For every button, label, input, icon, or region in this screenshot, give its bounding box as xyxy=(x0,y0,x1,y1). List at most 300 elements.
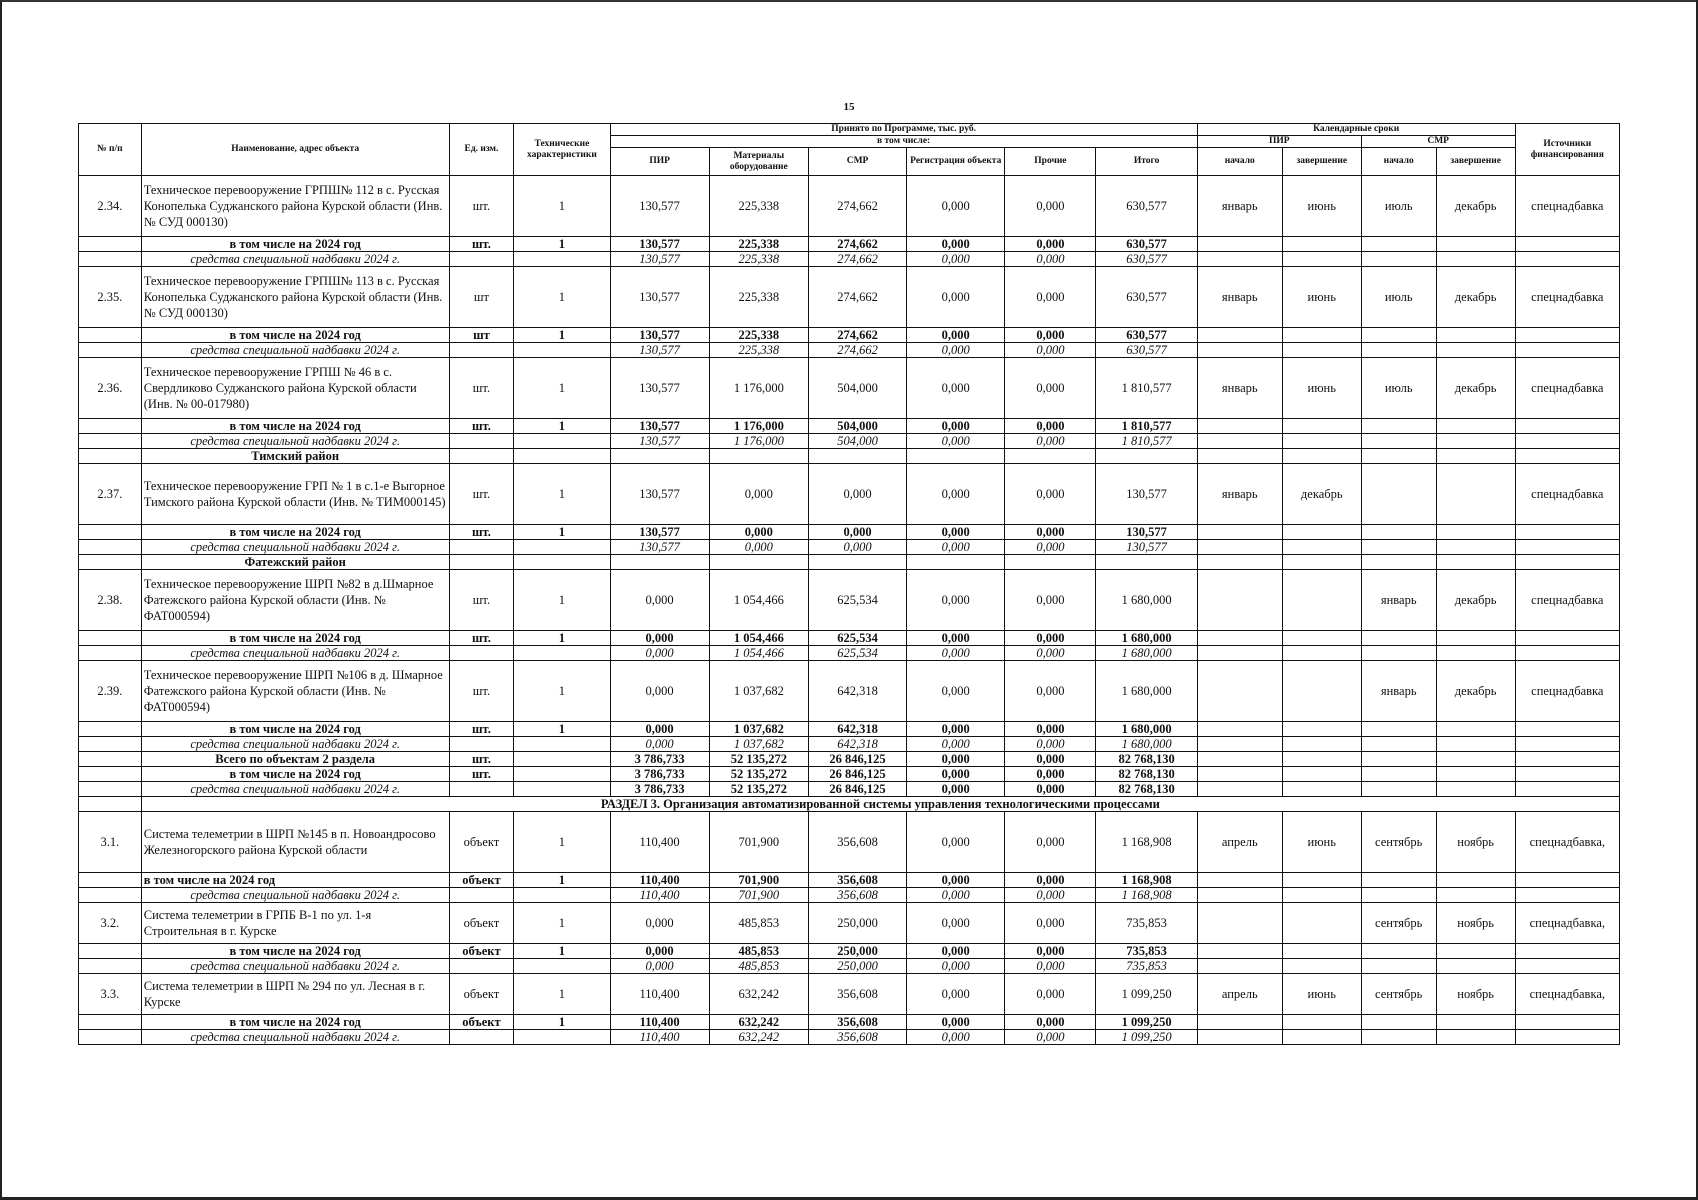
value-pir: 3 786,733 xyxy=(610,767,709,782)
value-pir: 110,400 xyxy=(610,888,709,903)
value-reg: 0,000 xyxy=(907,237,1005,252)
value-reg: 0,000 xyxy=(907,525,1005,540)
smr-start xyxy=(1361,782,1436,797)
value-oth: 0,000 xyxy=(1005,176,1096,237)
col-materials: Материалы оборудование xyxy=(709,148,808,176)
empty-cell xyxy=(610,555,709,570)
unit-cell xyxy=(449,959,514,974)
unit-cell: шт. xyxy=(449,661,514,722)
unit-cell: шт. xyxy=(449,631,514,646)
value-tot: 630,577 xyxy=(1096,343,1197,358)
value-mat: 225,338 xyxy=(709,343,808,358)
object-name: Система телеметрии в ГРПБ В-1 по ул. 1-я Строительная в г. Курске xyxy=(141,903,449,944)
smr-start: январь xyxy=(1361,661,1436,722)
smr-end: ноябрь xyxy=(1436,903,1515,944)
tech-cell: 1 xyxy=(514,903,610,944)
funding-source xyxy=(1515,525,1619,540)
value-tot: 82 768,130 xyxy=(1096,767,1197,782)
value-smr: 0,000 xyxy=(808,525,906,540)
value-smr: 642,318 xyxy=(808,661,906,722)
value-smr: 356,608 xyxy=(808,1030,906,1045)
pir-end xyxy=(1282,525,1361,540)
value-smr: 26 846,125 xyxy=(808,752,906,767)
smr-end: декабрь xyxy=(1436,570,1515,631)
tech-cell: 1 xyxy=(514,974,610,1015)
value-pir: 130,577 xyxy=(610,419,709,434)
value-tot: 1 099,250 xyxy=(1096,1030,1197,1045)
value-pir: 3 786,733 xyxy=(610,782,709,797)
value-reg: 0,000 xyxy=(907,1030,1005,1045)
col-total: Итого xyxy=(1096,148,1197,176)
page-number: 15 xyxy=(843,101,855,113)
value-reg: 0,000 xyxy=(907,944,1005,959)
table-row xyxy=(79,974,1620,1015)
value-oth: 0,000 xyxy=(1005,252,1096,267)
pir-start xyxy=(1197,737,1282,752)
object-name: Всего по объектам 2 раздела xyxy=(141,752,449,767)
table-row xyxy=(79,570,1620,631)
smr-end xyxy=(1436,959,1515,974)
value-pir: 110,400 xyxy=(610,1030,709,1045)
empty-cell xyxy=(514,555,610,570)
value-tot: 1 810,577 xyxy=(1096,419,1197,434)
smr-end: декабрь xyxy=(1436,661,1515,722)
value-oth: 0,000 xyxy=(1005,888,1096,903)
special-funds-row xyxy=(79,737,1620,752)
funding-source xyxy=(1515,1015,1619,1030)
smr-start xyxy=(1361,873,1436,888)
empty-cell xyxy=(808,449,906,464)
subtotal-row xyxy=(79,631,1620,646)
funding-source xyxy=(1515,944,1619,959)
special-funds-row xyxy=(79,646,1620,661)
pir-start xyxy=(1197,888,1282,903)
value-pir: 0,000 xyxy=(610,959,709,974)
tech-cell xyxy=(514,782,610,797)
unit-cell xyxy=(449,646,514,661)
smr-end xyxy=(1436,343,1515,358)
unit-cell: шт. xyxy=(449,722,514,737)
empty-cell xyxy=(709,555,808,570)
col-registration: Регистрация объекта xyxy=(907,148,1005,176)
col-calendar: Календарные сроки xyxy=(1197,124,1515,136)
scan-edge-top xyxy=(0,0,1698,2)
value-oth: 0,000 xyxy=(1005,328,1096,343)
value-tot: 1 099,250 xyxy=(1096,974,1197,1015)
smr-end xyxy=(1436,525,1515,540)
value-mat: 1 037,682 xyxy=(709,737,808,752)
empty-cell xyxy=(1096,555,1197,570)
value-mat: 0,000 xyxy=(709,540,808,555)
pir-end xyxy=(1282,959,1361,974)
col-sources: Источники финансирования xyxy=(1515,124,1619,176)
value-smr: 274,662 xyxy=(808,237,906,252)
pir-start xyxy=(1197,1015,1282,1030)
value-oth: 0,000 xyxy=(1005,267,1096,328)
value-reg: 0,000 xyxy=(907,540,1005,555)
smr-start xyxy=(1361,525,1436,540)
object-name: Система телеметрии в ШРП №145 в п. Новоандросово Железногорского района Курской области xyxy=(141,812,449,873)
unit-cell xyxy=(449,540,514,555)
unit-cell: шт. xyxy=(449,237,514,252)
value-reg: 0,000 xyxy=(907,252,1005,267)
value-reg: 0,000 xyxy=(907,1015,1005,1030)
tech-cell: 1 xyxy=(514,358,610,419)
value-oth: 0,000 xyxy=(1005,737,1096,752)
pir-end xyxy=(1282,767,1361,782)
smr-end: ноябрь xyxy=(1436,812,1515,873)
special-funds-row xyxy=(79,252,1620,267)
pir-start xyxy=(1197,434,1282,449)
funding-source: спецнадбавка xyxy=(1515,661,1619,722)
value-tot: 1 680,000 xyxy=(1096,631,1197,646)
col-cal-pir: ПИР xyxy=(1197,136,1361,148)
value-mat: 1 037,682 xyxy=(709,661,808,722)
value-tot: 82 768,130 xyxy=(1096,782,1197,797)
table-row xyxy=(79,464,1620,525)
value-mat: 701,900 xyxy=(709,812,808,873)
pir-start: январь xyxy=(1197,464,1282,525)
value-tot: 1 168,908 xyxy=(1096,888,1197,903)
tech-cell: 1 xyxy=(514,267,610,328)
col-accepted: Принято по Программе, тыс. руб. xyxy=(610,124,1197,136)
pir-start xyxy=(1197,722,1282,737)
value-oth: 0,000 xyxy=(1005,540,1096,555)
value-smr: 356,608 xyxy=(808,873,906,888)
value-mat: 632,242 xyxy=(709,1030,808,1045)
value-reg: 0,000 xyxy=(907,176,1005,237)
value-oth: 0,000 xyxy=(1005,782,1096,797)
value-mat: 1 037,682 xyxy=(709,722,808,737)
pir-start: апрель xyxy=(1197,812,1282,873)
tech-cell: 1 xyxy=(514,631,610,646)
pir-start xyxy=(1197,873,1282,888)
funding-source xyxy=(1515,631,1619,646)
empty-cell xyxy=(1005,555,1096,570)
value-mat: 1 054,466 xyxy=(709,631,808,646)
value-pir: 130,577 xyxy=(610,237,709,252)
value-reg: 0,000 xyxy=(907,358,1005,419)
empty-cell xyxy=(907,555,1005,570)
value-pir: 130,577 xyxy=(610,434,709,449)
funding-source xyxy=(1515,767,1619,782)
value-smr: 356,608 xyxy=(808,974,906,1015)
funding-source xyxy=(1515,752,1619,767)
tech-cell: 1 xyxy=(514,1015,610,1030)
special-funds-row xyxy=(79,1030,1620,1045)
object-name: средства специальной надбавки 2024 г. xyxy=(141,959,449,974)
value-pir: 130,577 xyxy=(610,343,709,358)
empty-cell xyxy=(1515,449,1619,464)
smr-start xyxy=(1361,888,1436,903)
col-smr-end: завершение xyxy=(1436,148,1515,176)
pir-start xyxy=(1197,252,1282,267)
smr-start xyxy=(1361,343,1436,358)
smr-start xyxy=(1361,959,1436,974)
empty-cell xyxy=(514,449,610,464)
object-name: средства специальной надбавки 2024 г. xyxy=(141,343,449,358)
value-pir: 0,000 xyxy=(610,646,709,661)
smr-start xyxy=(1361,631,1436,646)
funding-source: спецнадбавка xyxy=(1515,570,1619,631)
section-title: РАЗДЕЛ 3. Организация автоматизированной системы управления технологическими процессами xyxy=(141,797,1619,812)
tech-cell xyxy=(514,737,610,752)
value-oth: 0,000 xyxy=(1005,419,1096,434)
value-mat: 225,338 xyxy=(709,176,808,237)
section-total-row xyxy=(79,752,1620,767)
pir-start: январь xyxy=(1197,176,1282,237)
district-title: Фатежский район xyxy=(141,555,449,570)
unit-cell xyxy=(449,782,514,797)
value-tot: 1 810,577 xyxy=(1096,358,1197,419)
unit-cell: объект xyxy=(449,873,514,888)
value-smr: 356,608 xyxy=(808,1015,906,1030)
object-name: в том числе на 2024 год xyxy=(141,237,449,252)
pir-end xyxy=(1282,237,1361,252)
col-pir-end: завершение xyxy=(1282,148,1361,176)
smr-start: сентябрь xyxy=(1361,903,1436,944)
value-reg: 0,000 xyxy=(907,873,1005,888)
unit-cell xyxy=(449,343,514,358)
col-pir-start: начало xyxy=(1197,148,1282,176)
row-number xyxy=(79,434,142,449)
value-mat: 632,242 xyxy=(709,974,808,1015)
smr-end xyxy=(1436,888,1515,903)
value-smr: 274,662 xyxy=(808,176,906,237)
funding-source xyxy=(1515,888,1619,903)
pir-start: январь xyxy=(1197,267,1282,328)
row-number: 3.1. xyxy=(79,812,142,873)
value-reg: 0,000 xyxy=(907,974,1005,1015)
value-smr: 504,000 xyxy=(808,358,906,419)
empty-cell xyxy=(610,449,709,464)
funding-source: спецнадбавка xyxy=(1515,267,1619,328)
row-number xyxy=(79,646,142,661)
special-funds-row xyxy=(79,343,1620,358)
value-reg: 0,000 xyxy=(907,419,1005,434)
object-name: в том числе на 2024 год xyxy=(141,767,449,782)
value-tot: 630,577 xyxy=(1096,267,1197,328)
value-smr: 26 846,125 xyxy=(808,782,906,797)
value-tot: 130,577 xyxy=(1096,464,1197,525)
smr-end xyxy=(1436,434,1515,449)
funding-source xyxy=(1515,540,1619,555)
value-pir: 3 786,733 xyxy=(610,752,709,767)
unit-cell xyxy=(449,888,514,903)
value-oth: 0,000 xyxy=(1005,959,1096,974)
value-oth: 0,000 xyxy=(1005,1030,1096,1045)
value-pir: 130,577 xyxy=(610,525,709,540)
table-row xyxy=(79,661,1620,722)
value-mat: 52 135,272 xyxy=(709,782,808,797)
pir-end xyxy=(1282,631,1361,646)
district-row xyxy=(79,555,1620,570)
tech-cell: 1 xyxy=(514,812,610,873)
empty-cell xyxy=(79,555,142,570)
pir-end xyxy=(1282,434,1361,449)
row-number xyxy=(79,252,142,267)
funding-source: спецнадбавка xyxy=(1515,358,1619,419)
value-smr: 274,662 xyxy=(808,267,906,328)
value-reg: 0,000 xyxy=(907,888,1005,903)
value-smr: 356,608 xyxy=(808,888,906,903)
value-mat: 701,900 xyxy=(709,888,808,903)
value-tot: 735,853 xyxy=(1096,944,1197,959)
empty-cell xyxy=(1197,449,1282,464)
empty-cell xyxy=(1515,555,1619,570)
value-pir: 0,000 xyxy=(610,903,709,944)
unit-cell: объект xyxy=(449,974,514,1015)
value-pir: 130,577 xyxy=(610,267,709,328)
smr-end xyxy=(1436,646,1515,661)
value-reg: 0,000 xyxy=(907,434,1005,449)
value-smr: 0,000 xyxy=(808,464,906,525)
smr-start xyxy=(1361,419,1436,434)
empty-cell xyxy=(1282,555,1361,570)
scan-edge-left xyxy=(0,0,2,1200)
pir-start xyxy=(1197,767,1282,782)
smr-end xyxy=(1436,419,1515,434)
value-smr: 625,534 xyxy=(808,646,906,661)
value-smr: 625,534 xyxy=(808,570,906,631)
col-tech: Технические характеристики xyxy=(514,124,610,176)
value-tot: 735,853 xyxy=(1096,959,1197,974)
value-reg: 0,000 xyxy=(907,328,1005,343)
value-tot: 630,577 xyxy=(1096,252,1197,267)
unit-cell: шт. xyxy=(449,752,514,767)
value-reg: 0,000 xyxy=(907,464,1005,525)
value-pir: 130,577 xyxy=(610,328,709,343)
object-name: в том числе на 2024 год xyxy=(141,1015,449,1030)
row-number xyxy=(79,343,142,358)
tech-cell: 1 xyxy=(514,237,610,252)
empty-cell xyxy=(79,449,142,464)
value-reg: 0,000 xyxy=(907,767,1005,782)
unit-cell: объект xyxy=(449,1015,514,1030)
empty-cell xyxy=(79,797,142,812)
value-oth: 0,000 xyxy=(1005,464,1096,525)
unit-cell: шт. xyxy=(449,525,514,540)
row-number xyxy=(79,959,142,974)
value-oth: 0,000 xyxy=(1005,631,1096,646)
empty-cell xyxy=(1361,449,1436,464)
subtotal-row xyxy=(79,944,1620,959)
value-reg: 0,000 xyxy=(907,661,1005,722)
pir-start xyxy=(1197,944,1282,959)
unit-cell: шт xyxy=(449,267,514,328)
value-tot: 1 680,000 xyxy=(1096,570,1197,631)
value-mat: 485,853 xyxy=(709,944,808,959)
smr-end xyxy=(1436,237,1515,252)
funding-source xyxy=(1515,782,1619,797)
col-smr-start: начало xyxy=(1361,148,1436,176)
value-oth: 0,000 xyxy=(1005,944,1096,959)
col-unit: Ед. изм. xyxy=(449,124,514,176)
smr-end xyxy=(1436,328,1515,343)
value-oth: 0,000 xyxy=(1005,646,1096,661)
value-tot: 630,577 xyxy=(1096,328,1197,343)
row-number xyxy=(79,328,142,343)
pir-end: июнь xyxy=(1282,267,1361,328)
object-name: Техническое перевооружение ГРПШ № 46 в с. Свердликово Суджанского района Курской области (Инв. № 00-017980) xyxy=(141,358,449,419)
value-tot: 1 680,000 xyxy=(1096,737,1197,752)
value-oth: 0,000 xyxy=(1005,237,1096,252)
unit-cell: шт. xyxy=(449,176,514,237)
value-oth: 0,000 xyxy=(1005,525,1096,540)
empty-cell xyxy=(449,449,514,464)
value-smr: 625,534 xyxy=(808,631,906,646)
value-smr: 504,000 xyxy=(808,434,906,449)
subtotal-row xyxy=(79,419,1620,434)
smr-end xyxy=(1436,631,1515,646)
object-name: средства специальной надбавки 2024 г. xyxy=(141,1030,449,1045)
value-pir: 110,400 xyxy=(610,974,709,1015)
smr-end xyxy=(1436,752,1515,767)
row-number xyxy=(79,782,142,797)
empty-cell xyxy=(1436,449,1515,464)
smr-end xyxy=(1436,944,1515,959)
row-number xyxy=(79,767,142,782)
value-tot: 1 168,908 xyxy=(1096,812,1197,873)
tech-cell xyxy=(514,1030,610,1045)
object-name: в том числе на 2024 год xyxy=(141,525,449,540)
section-total-row xyxy=(79,782,1620,797)
value-reg: 0,000 xyxy=(907,812,1005,873)
value-oth: 0,000 xyxy=(1005,434,1096,449)
value-oth: 0,000 xyxy=(1005,974,1096,1015)
smr-start xyxy=(1361,752,1436,767)
value-reg: 0,000 xyxy=(907,646,1005,661)
value-tot: 1 680,000 xyxy=(1096,661,1197,722)
pir-end: июнь xyxy=(1282,176,1361,237)
object-name: Техническое перевооружение ШРП №106 в д. Шмарное Фатежского района Курской области (Инв. № ФАТ000594) xyxy=(141,661,449,722)
value-pir: 130,577 xyxy=(610,540,709,555)
funding-source xyxy=(1515,737,1619,752)
funding-source xyxy=(1515,419,1619,434)
table-row xyxy=(79,267,1620,328)
smr-start: июль xyxy=(1361,176,1436,237)
smr-start: июль xyxy=(1361,267,1436,328)
smr-start: январь xyxy=(1361,570,1436,631)
unit-cell: объект xyxy=(449,944,514,959)
value-smr: 250,000 xyxy=(808,944,906,959)
smr-start xyxy=(1361,252,1436,267)
smr-start xyxy=(1361,434,1436,449)
value-pir: 130,577 xyxy=(610,176,709,237)
value-oth: 0,000 xyxy=(1005,722,1096,737)
value-oth: 0,000 xyxy=(1005,343,1096,358)
tech-cell xyxy=(514,767,610,782)
tech-cell xyxy=(514,434,610,449)
pir-end xyxy=(1282,252,1361,267)
smr-start xyxy=(1361,328,1436,343)
value-tot: 82 768,130 xyxy=(1096,752,1197,767)
col-name: Наименование, адрес объекта xyxy=(141,124,449,176)
smr-end xyxy=(1436,873,1515,888)
empty-cell xyxy=(1197,555,1282,570)
smr-start xyxy=(1361,464,1436,525)
smr-start: сентябрь xyxy=(1361,812,1436,873)
empty-cell xyxy=(1436,555,1515,570)
row-number xyxy=(79,737,142,752)
smr-end xyxy=(1436,252,1515,267)
value-reg: 0,000 xyxy=(907,631,1005,646)
row-number: 2.35. xyxy=(79,267,142,328)
unit-cell: шт. xyxy=(449,570,514,631)
value-mat: 0,000 xyxy=(709,464,808,525)
table-body xyxy=(79,176,1620,1045)
smr-end xyxy=(1436,464,1515,525)
